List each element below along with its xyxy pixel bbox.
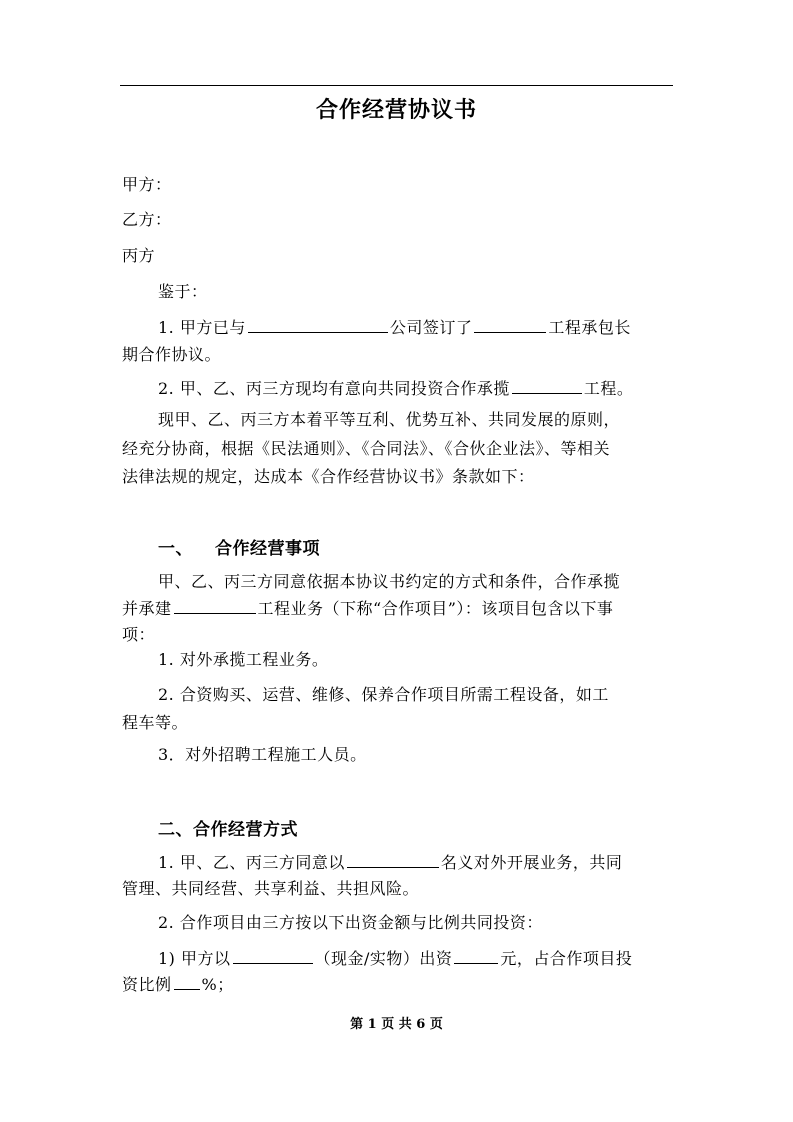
section-2-item-1-text-a: 1. 甲、乙、丙三方同意以 [158,853,345,872]
whereas-1-text-b: 公司签订了 [389,318,473,337]
section-1-intro-line-1: 甲、乙、丙三方同意依据本协议书约定的方式和条件，合作承揽 [158,572,621,591]
section-2-item-1-cont: 管理、共同经营、共享利益、共担风险。 [122,879,420,898]
blank-company[interactable] [248,317,388,333]
blank-contribution-type[interactable] [233,948,313,964]
blank-build-project[interactable] [174,598,256,614]
section-2-sub-1-text-e: %； [201,975,234,994]
blank-contract[interactable] [474,317,546,333]
section-1-heading [158,534,320,559]
section-2-heading: 二、合作经营方式 [158,820,298,840]
preamble-line-1: 现甲、乙、丙三方本着平等互利、优势互补、共同发展的原则， [158,410,621,429]
blank-amount[interactable] [454,948,498,964]
whereas-item-2 [158,376,633,399]
header-rule [120,85,673,86]
section-1-item-2-line-1: 2. 合资购买、运营、维修、保养合作项目所需工程设备，如工 [158,685,609,704]
section-1-intro-line-2 [122,596,613,619]
preamble-line-2: 经充分协商，根据《民法通则》、《合同法》、《合伙企业法》、等相关 [122,439,611,458]
section-1-title: 合作经营事项 [215,539,320,559]
whereas-1-text-c: 工程承包长 [548,318,631,337]
section-2-sub-1-text-c: 元，占合作项目投 [500,949,633,968]
section-1-intro-text-b: 工程业务（下称“合作项目”）：该项目包含以下事 [257,599,614,618]
section-2-sub-1-cont [122,972,234,995]
party-a-label: 甲方： [122,175,172,194]
party-b-label: 乙方： [122,210,172,229]
party-c-label: 丙方 [122,246,156,265]
section-1-item-3: 3．对外招聘工程施工人员。 [158,745,367,764]
section-1-item-2-line-2: 程车等。 [122,713,189,732]
page-footer: 第 1 页 共 6 页 [350,1017,443,1032]
blank-project[interactable] [512,378,582,394]
whereas-2-text-b: 工程。 [583,379,634,398]
section-2-sub-1-text-b: （现金/实物）出资 [314,949,453,968]
section-1-intro-text-a: 并承建 [122,599,172,618]
whereas-2-text-a: 2. 甲、乙、丙三方现均有意向共同投资合作承揽 [158,379,510,398]
section-2-sub-1 [158,946,632,969]
section-1-intro-line-3: 项： [122,625,156,644]
whereas-1-text-a: 1. 甲方已与 [158,318,246,337]
preamble-line-3: 法律法规的规定，达成本《合作经营协议书》条款如下： [122,467,535,486]
blank-percent[interactable] [174,974,200,990]
section-2-item-2: 2. 合作项目由三方按以下出资金额与比例共同投资： [158,913,543,932]
document-title: 合作经营协议书 [315,97,477,123]
section-2-item-1 [158,850,622,873]
section-2-item-1-text-b: 名义对外开展业务，共同 [440,853,623,872]
section-2-sub-1-text-d: 资比例 [122,975,172,994]
section-1-item-1: 1. 对外承揽工程业务。 [158,650,329,669]
whereas-item-1 [158,315,631,338]
section-1-number: 一、 [158,539,193,559]
blank-business-name[interactable] [347,852,439,868]
section-2-sub-1-text-a: 1) 甲方以 [158,949,231,968]
whereas-label: 鉴于： [158,282,208,301]
whereas-item-1-cont: 期合作协议。 [122,345,222,364]
